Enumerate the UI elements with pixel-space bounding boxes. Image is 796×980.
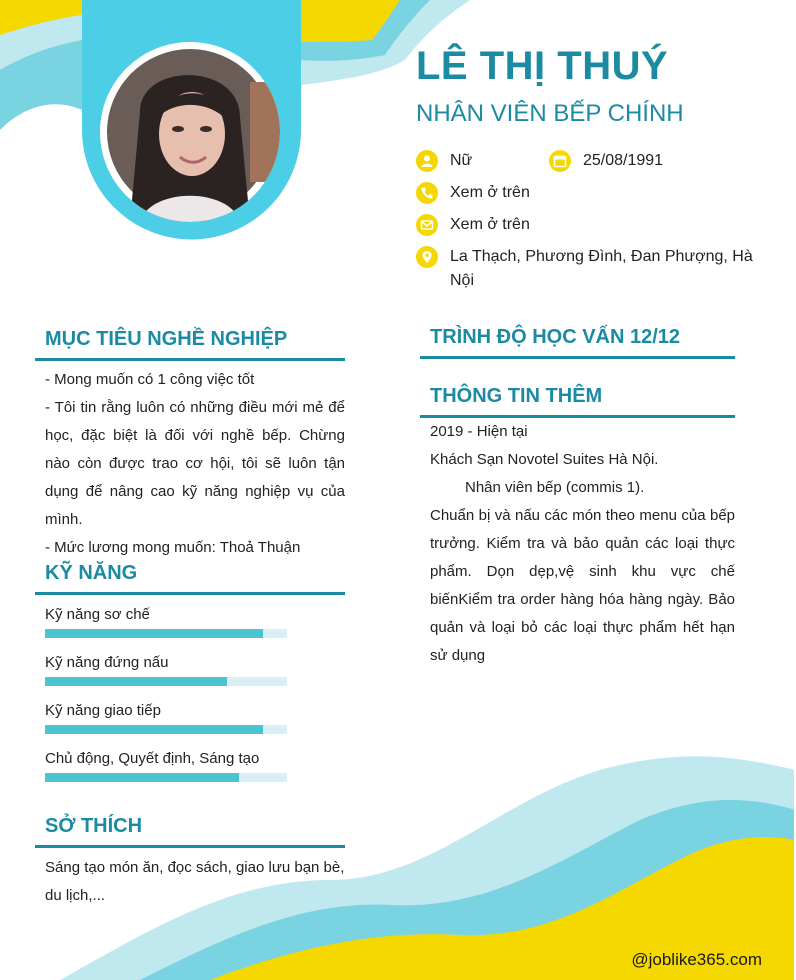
phone-icon [416,182,438,204]
candidate-name: LÊ THỊ THUÝ [416,44,669,88]
additional-text [430,418,735,670]
work-description: Chuẩn bị và nấu các món theo menu của bếp trưởng. Kiểm tra và bảo quản các loại thực phẩm. Dọn dẹp,vệ sinh khu vực chế biếnKiểm tra order hàng hóa hàng ngày. Bảo quản và loại bỏ các loại thực phẩm hết hạn sử dụng [430,507,735,664]
skill-bar-fill [45,677,227,686]
skill-label: Chủ động, Quyết định, Sáng tạo [45,750,260,767]
envelope-icon [416,214,438,236]
calendar-icon [549,150,571,172]
objective-line-3: - Mức lương mong muốn: Thoả Thuận [45,539,301,556]
hobbies-underline [35,845,345,848]
work-position: Nhân viên bếp (commis 1). [465,479,645,496]
location-pin-icon [416,246,438,268]
skill-bar [45,725,287,734]
skill-bar-fill [45,725,263,734]
skills-underline [35,592,345,595]
phone-row [416,182,530,204]
address-value: La Thạch, Phương Đình, Đan Phượng, Hà Nội [450,248,753,289]
hobbies-text: Sáng tạo món ăn, đọc sách, giao lưu bạn bè, du lịch,... [45,859,345,904]
education-underline [420,356,735,359]
objective-heading: MỤC TIÊU NGHỀ NGHIỆP [45,328,288,350]
skill-label: Kỹ năng sơ chế [45,606,150,623]
skills-heading: KỸ NĂNG [45,562,138,584]
profile-photo [100,42,280,222]
job-title: NHÂN VIÊN BẾP CHÍNH [416,100,684,127]
objective-text [45,366,345,562]
skill-bar [45,677,287,686]
phone-value: Xem ở trên [450,184,530,201]
footer-brand: @joblike365.com [631,950,762,969]
skill-bar-fill [45,629,263,638]
email-row [416,214,530,236]
hobbies-heading: SỞ THÍCH [45,815,143,837]
skill-bar-fill [45,773,239,782]
objective-underline [35,358,345,361]
address-row [416,246,761,293]
objective-line-2: - Tôi tin rằng luôn có những điều mới mẻ để học, đặc biệt là đối với nghề bếp. Chừng nào còn được trao cơ hội, tôi sẽ luôn tận dụng để nâng cao kỹ năng nghiệp vụ của mình. [45,399,345,528]
birthdate-value: 25/08/1991 [583,152,664,169]
gender-value: Nữ [450,152,473,169]
education-heading: TRÌNH ĐỘ HỌC VẤN 12/12 [430,326,681,348]
email-value: Xem ở trên [450,216,530,233]
skill-bar [45,773,287,782]
work-period: 2019 - Hiện tại [430,423,528,440]
work-company: Khách Sạn Novotel Suites Hà Nội. [430,451,659,468]
skill-label: Kỹ năng giao tiếp [45,702,161,719]
user-icon [416,150,438,172]
gender-row [416,150,472,172]
skill-bar [45,629,287,638]
additional-heading: THÔNG TIN THÊM [430,385,603,407]
objective-line-1: - Mong muốn có 1 công việc tốt [45,371,255,388]
skill-label: Kỹ năng đứng nấu [45,654,169,671]
birthdate-row [549,150,663,172]
